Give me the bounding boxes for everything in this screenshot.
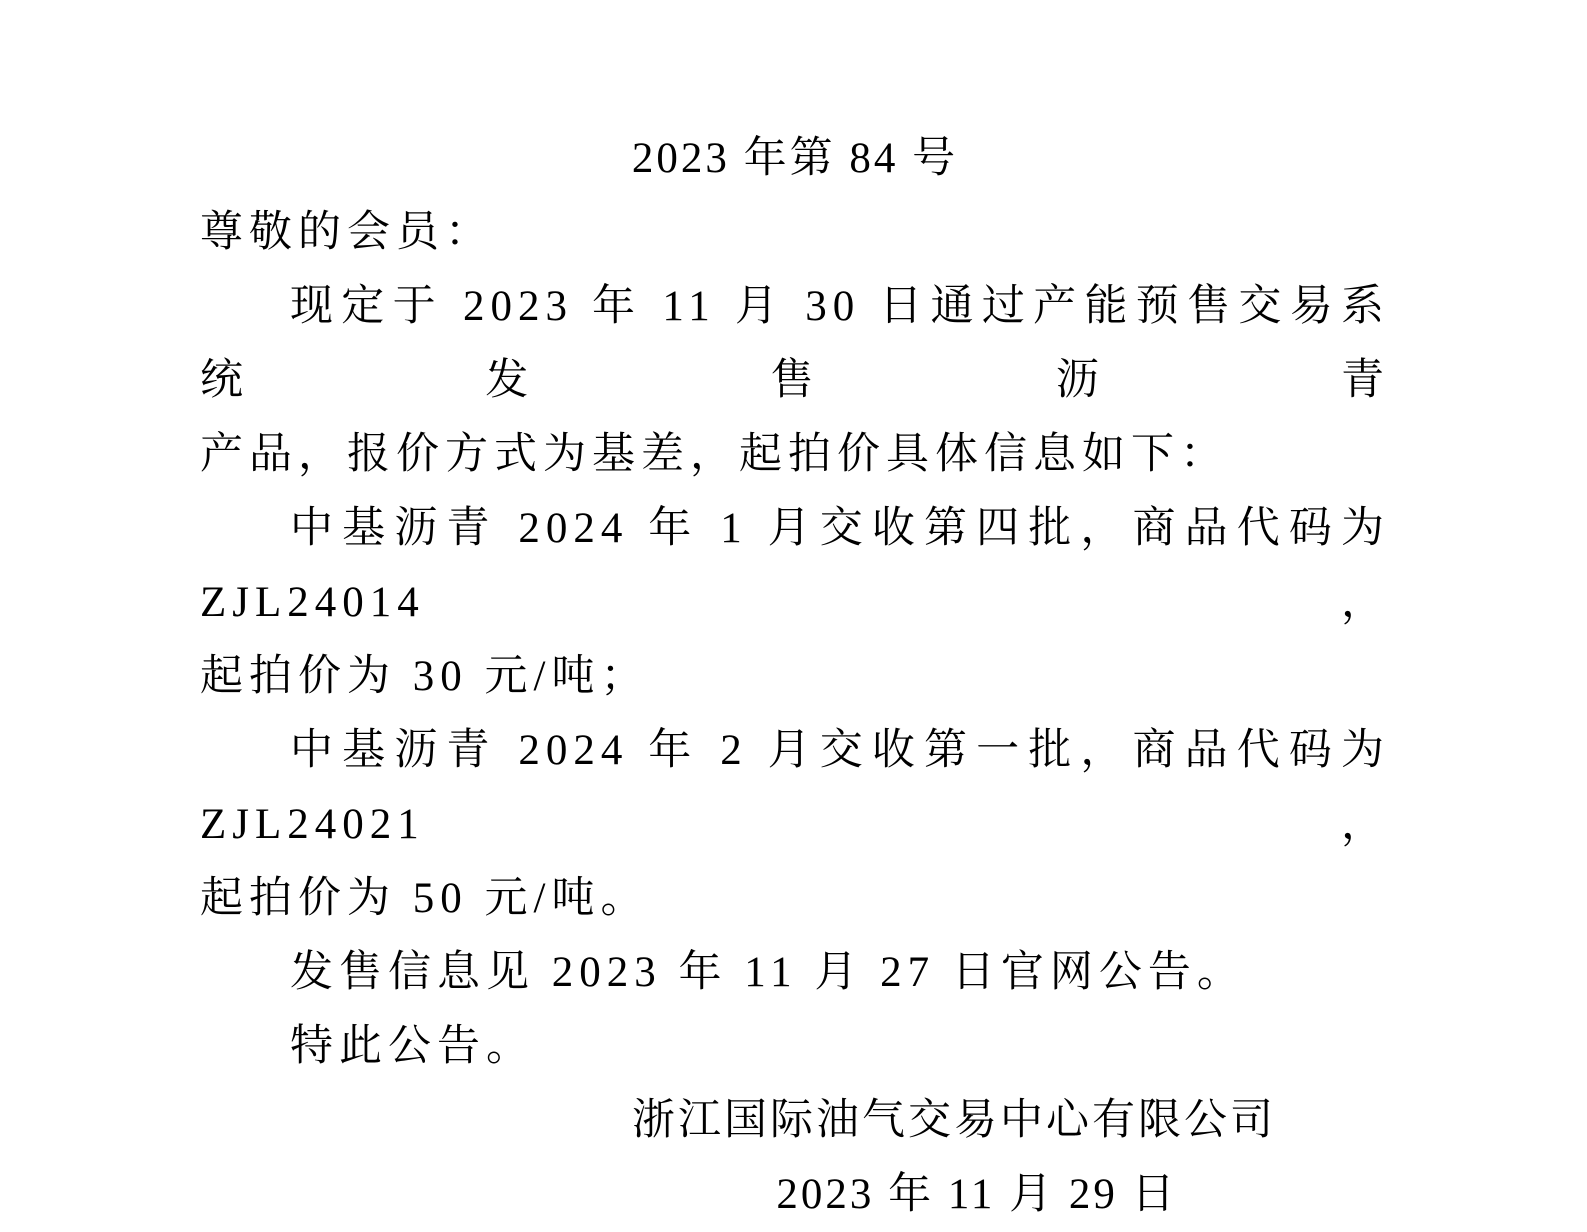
paragraph-3-line-1: 中基沥青 2024 年 2 月交收第一批，商品代码为 ZJL24021， xyxy=(200,727,1390,848)
paragraph-1-line-2: 产品，报价方式为基差，起拍价具体信息如下： xyxy=(200,431,1229,478)
signature-company-name: 浙江国际油气交易中心有限公司 xyxy=(632,1097,1276,1144)
paragraph-2-line-1: 中基沥青 2024 年 1 月交收第四批，商品代码为 ZJL24014， xyxy=(200,505,1390,626)
paragraph-3-line-2: 起拍价为 50 元/吨。 xyxy=(200,875,650,922)
salutation: 尊敬的会员： xyxy=(200,209,494,256)
paragraph-5: 特此公告。 xyxy=(290,1023,535,1070)
document-content xyxy=(200,122,1390,1232)
signature-date: 2023 年 11 月 29 日 xyxy=(776,1171,1178,1218)
paragraph-1-line-1: 现定于 2023 年 11 月 30 日通过产能预售交易系统发售沥青 xyxy=(200,283,1390,404)
paragraph-2-line-2: 起拍价为 30 元/吨； xyxy=(200,653,650,700)
document-issue-number: 2023 年第 84 号 xyxy=(631,135,959,182)
paragraph-4: 发售信息见 2023 年 11 月 27 日官网公告。 xyxy=(290,949,1246,996)
